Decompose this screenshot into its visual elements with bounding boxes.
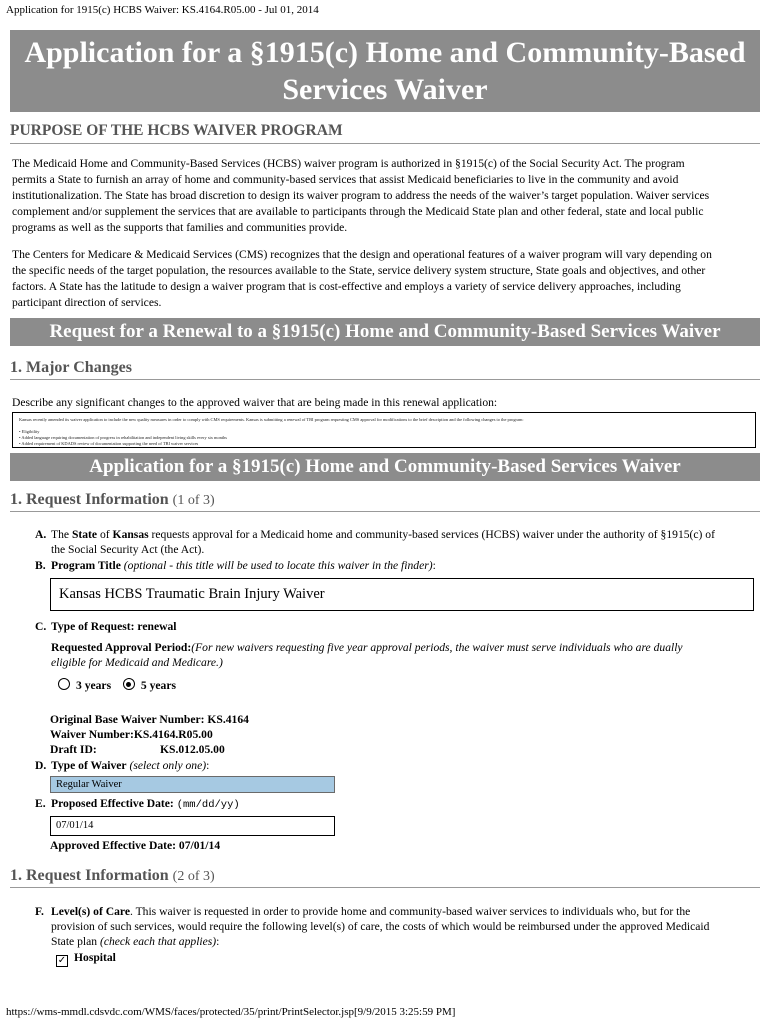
item-f-letter: F. bbox=[35, 905, 44, 918]
item-d-letter: D. bbox=[35, 759, 47, 772]
date-format-hint: (mm/dd/yy) bbox=[176, 799, 240, 811]
page-footer-url: https://wms-mmdl.cdsvdc.com/WMS/faces/protected/35/print/PrintSelector.jsp[9/9/2015 3:25:59 PM] bbox=[6, 1006, 456, 1018]
item-b-letter: B. bbox=[35, 559, 46, 572]
level-of-care-label: Level(s) of Care bbox=[51, 905, 130, 918]
describe-changes-label: Describe any significant changes to the approved waiver that are being made in this renewal application: bbox=[12, 396, 498, 409]
text-line: the specific needs of the target population, the resources available to the State, service delivery system structure, State goals and objectives, and other bbox=[12, 264, 706, 277]
hospital-checkbox[interactable]: ✓ bbox=[57, 955, 67, 966]
waiver-number: Waiver Number:KS.4164.R05.00 bbox=[50, 728, 213, 741]
approval-period-hint: (For new waivers requesting five year approval periods, the waiver must serve individuals who are dually bbox=[191, 641, 683, 654]
text-line: • Eligibility bbox=[19, 429, 40, 434]
section-page: (2 of 3) bbox=[172, 869, 215, 884]
program-title-field[interactable]: Kansas HCBS Traumatic Brain Injury Waiver bbox=[50, 578, 754, 611]
text: State plan bbox=[51, 935, 98, 948]
application-banner: Application for a §1915(c) Home and Community-Based Services Waiver bbox=[10, 453, 760, 481]
state-name: Kansas bbox=[112, 528, 149, 541]
type-of-waiver-label: Type of Waiver bbox=[51, 759, 127, 772]
draft-id-value: KS.012.05.00 bbox=[160, 743, 225, 756]
major-changes-textarea[interactable] bbox=[12, 412, 756, 448]
radio-5-years[interactable] bbox=[123, 678, 135, 690]
original-base-waiver-number: Original Base Waiver Number: KS.4164 bbox=[50, 713, 249, 726]
item-f-text bbox=[51, 904, 761, 949]
section-title: 1. Request Information bbox=[10, 491, 169, 508]
text: of bbox=[99, 528, 110, 541]
colon: : bbox=[432, 559, 436, 572]
purpose-paragraph-1 bbox=[12, 156, 757, 236]
approval-period-options bbox=[58, 678, 176, 693]
major-changes-heading: 1. Major Changes bbox=[10, 359, 760, 380]
option-3-years-label: 3 years bbox=[76, 679, 112, 692]
program-title-hint: (optional - this title will be used to locate this waiver in the finder) bbox=[123, 559, 433, 572]
hospital-label: Hospital bbox=[74, 951, 116, 964]
type-of-request: Type of Request: renewal bbox=[51, 620, 177, 633]
check-hint: (check each that applies) bbox=[99, 935, 217, 948]
page-header: Application for 1915(c) HCBS Waiver: KS.4164.R05.00 - Jul 01, 2014 bbox=[6, 4, 319, 16]
main-title-line2: Services Waiver bbox=[282, 73, 488, 106]
proposed-effective-date-input[interactable]: 07/01/14 bbox=[50, 816, 335, 836]
program-title-label: Program Title bbox=[51, 559, 121, 572]
type-of-waiver-select[interactable]: Regular Waiver bbox=[50, 776, 335, 793]
purpose-paragraph-2 bbox=[12, 247, 757, 311]
draft-id-label: Draft ID: bbox=[50, 743, 97, 756]
text-line: The Medicaid Home and Community-Based Services (HCBS) waiver program is authorized in §1915(c) of the Social Security Act. The program bbox=[12, 157, 685, 170]
text-line: programs as well as the supports that families and communities provide. bbox=[12, 221, 348, 234]
hospital-option bbox=[56, 950, 116, 967]
text-line: factors. A State has the latitude to design a waiver program that is cost-effective and employs a variety of service delivery approaches, including bbox=[12, 280, 681, 293]
approval-period-hint-2: eligible for Medicaid and Medicare.) bbox=[51, 656, 223, 669]
text-line: • Added language requiring documentation of progress in rehabilitation and independent living skills every six months bbox=[19, 435, 227, 440]
item-e-letter: E. bbox=[35, 797, 46, 810]
renewal-banner: Request for a Renewal to a §1915(c) Home and Community-Based Services Waiver bbox=[10, 318, 760, 346]
colon: : bbox=[206, 759, 210, 772]
text-line: • Added requirement of KDADS review of documentation supporting the need of TBI waiver services bbox=[19, 441, 199, 446]
text: requests approval for a Medicaid home and community-based services (HCBS) waiver under the authority of §1915(c) of bbox=[151, 528, 715, 541]
approval-period bbox=[51, 640, 751, 670]
section-page: (1 of 3) bbox=[172, 493, 215, 508]
main-title-line1: Application for a §1915(c) Home and Community-Based bbox=[24, 36, 746, 69]
text-line: complement and/or supplement the services that are available to participants through the Medicaid State plan and other federal, state and local public bbox=[12, 205, 704, 218]
approved-effective-date: Approved Effective Date: 07/01/14 bbox=[50, 839, 221, 852]
purpose-heading: PURPOSE OF THE HCBS WAIVER PROGRAM bbox=[10, 122, 760, 144]
text: . This waiver is requested in order to provide home and community-based waiver services to individuals who, but for the bbox=[129, 905, 691, 918]
approval-period-label: Requested Approval Period: bbox=[51, 641, 192, 654]
item-b-label bbox=[51, 558, 436, 573]
text: provision of such services, would require the following level(s) of care, the costs of which would be reimbursed under the approved Medicaid bbox=[51, 920, 710, 933]
text-line: permits a State to furnish an array of home and community-based services that assist Medicaid beneficiaries to live in the community and avoid bbox=[12, 173, 679, 186]
request-info-heading-2 bbox=[10, 867, 760, 888]
item-c-letter: C. bbox=[35, 620, 47, 633]
text-line: participant direction of services. bbox=[12, 296, 162, 309]
type-of-waiver-hint: (select only one) bbox=[129, 759, 207, 772]
text: The bbox=[51, 528, 70, 541]
text-line: institutionalization. The State has broad discretion to design its waiver program to address the needs of the waiver’s target population. Waiver services bbox=[12, 189, 710, 202]
item-d-label bbox=[51, 758, 209, 773]
proposed-date-label: Proposed Effective Date: bbox=[51, 797, 174, 810]
state-label: State bbox=[71, 528, 98, 541]
item-a-text bbox=[51, 527, 761, 557]
item-e-label bbox=[51, 796, 240, 813]
item-a-letter: A. bbox=[35, 528, 47, 541]
option-5-years-label: 5 years bbox=[140, 679, 176, 692]
text-line: The Centers for Medicare & Medicaid Services (CMS) recognizes that the design and operational features of a waiver program will vary depending on bbox=[12, 248, 712, 261]
request-info-heading-1 bbox=[10, 491, 760, 512]
radio-3-years[interactable] bbox=[58, 678, 70, 690]
main-title bbox=[10, 30, 760, 112]
text: : bbox=[216, 935, 220, 948]
text-line: Kansas recently amended its waiver application to include the new quality measures in order to comply with CMS requirements. Kansas is submitting a renewal of TBI program requesting CMS approval for modifications to the brief description and the following changes to the program: bbox=[19, 417, 524, 422]
text: the Social Security Act (the Act). bbox=[51, 543, 205, 556]
section-title: 1. Request Information bbox=[10, 867, 169, 884]
